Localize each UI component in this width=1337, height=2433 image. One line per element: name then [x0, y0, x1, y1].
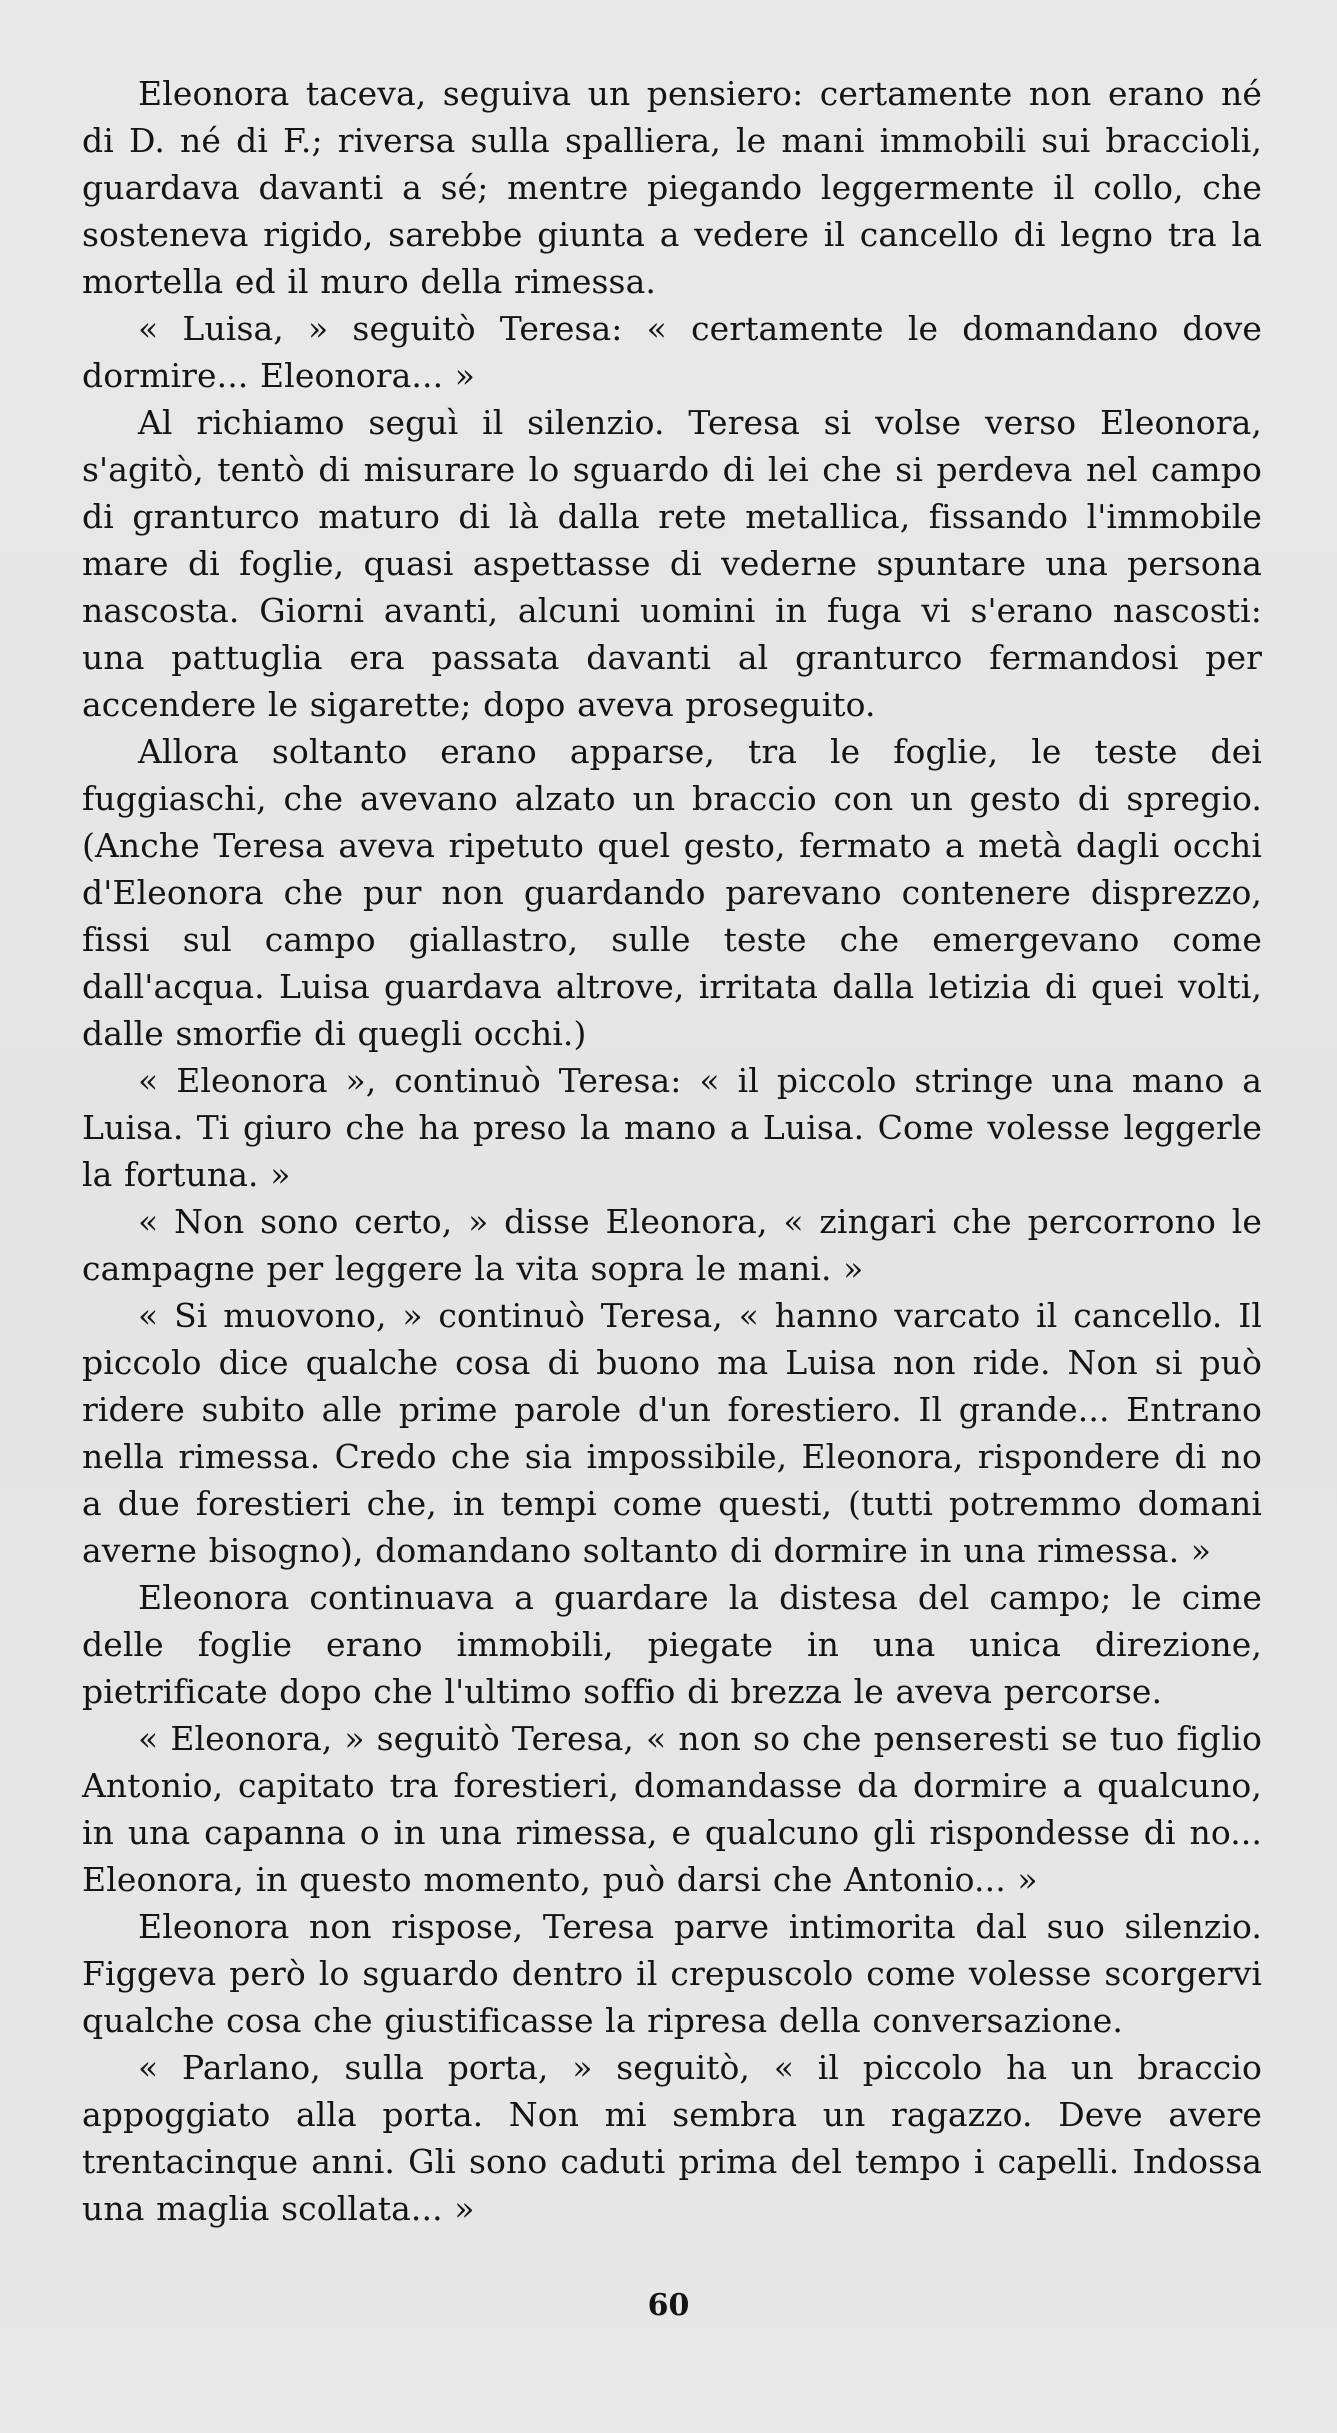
paragraph-6: « Non sono certo, » disse Eleonora, « zingari che percorrono le campagne per leggere la vita sopra le mani. » — [82, 1202, 1262, 1288]
paragraph-7: « Si muovono, » continuò Teresa, « hanno varcato il cancello. Il piccolo dice qualche cosa di buono ma Luisa non ride. Non si può ridere subito alle prime parole d'un forestiero. Il grande... Entrano nella rimessa. Credo che sia impossibile, Eleonora, rispondere di no a due forestieri che, in tempi come questi, (tutti potremmo domani averne bisogno), domandano soltanto di dormire in una rimessa. » — [82, 1296, 1262, 1570]
paragraph-4: Allora soltanto erano apparse, tra le foglie, le teste dei fuggiaschi, che avevano alzato un braccio con un gesto di spregio. (Anche Teresa aveva ripetuto quel gesto, fermato a metà dagli occhi d'Eleonora che pur non guardando parevano contenere disprezzo, fissi sul campo giallastro, sulle teste che emergevano come dall'acqua. Luisa guardava altrove, irritata dalla letizia di quei volti, dalle smorfie di quegli occhi.) — [82, 732, 1262, 1053]
paragraph-1: Eleonora taceva, seguiva un pensiero: certamente non erano né di D. né di F.; riversa sulla spalliera, le mani immobili sui braccioli, guardava davanti a sé; mentre piegando leggermente il collo, che sosteneva rigido, sarebbe giunta a vedere il cancello di legno tra la mortella ed il muro della rimessa. — [82, 74, 1262, 301]
paragraph-11: « Parlano, sulla porta, » seguitò, « il piccolo ha un braccio appoggiato alla porta. Non mi sembra un ragazzo. Deve avere trentacinque anni. Gli sono caduti prima del tempo i capelli. Indossa una maglia scollata... » — [82, 2048, 1262, 2228]
paragraph-3: Al richiamo seguì il silenzio. Teresa si volse verso Eleonora, s'agitò, tentò di misurare lo sguardo di lei che si perdeva nel campo di granturco maturo di là dalla rete metallica, fissando l'immobile mare di foglie, quasi aspettasse di vederne spuntare una persona nascosta. Giorni avanti, alcuni uomini in fuga vi s'erano nascosti: una pattuglia era passata davanti al granturco fermandosi per accendere le sigarette; dopo aveva proseguito. — [82, 403, 1262, 724]
paragraph-2: « Luisa, » seguitò Teresa: « certamente le domandano dove dormire... Eleonora... » — [82, 309, 1262, 395]
paragraph-8: Eleonora continuava a guardare la distesa del campo; le cime delle foglie erano immobili, piegate in una unica direzione, pietrificate dopo che l'ultimo soffio di brezza le aveva percorse. — [82, 1578, 1262, 1711]
page-number: 60 — [647, 2288, 690, 2323]
paragraph-9: « Eleonora, » seguitò Teresa, « non so che penseresti se tuo figlio Antonio, capitato tra forestieri, domandasse da dormire a qualcuno, in una capanna o in una rimessa, e qualcuno gli rispondesse di no... Eleonora, in questo momento, può darsi che Antonio... » — [82, 1719, 1262, 1899]
body-text — [82, 70, 1262, 2232]
paragraph-5: « Eleonora », continuò Teresa: « il piccolo stringe una mano a Luisa. Ti giuro che ha preso la mano a Luisa. Come volesse leggerle la fortuna. » — [82, 1061, 1262, 1194]
paragraph-10: Eleonora non rispose, Teresa parve intimorita dal suo silenzio. Figgeva però lo sguardo dentro il crepuscolo come volesse scorgervi qualche cosa che giustificasse la ripresa della conversazione. — [82, 1907, 1262, 2040]
